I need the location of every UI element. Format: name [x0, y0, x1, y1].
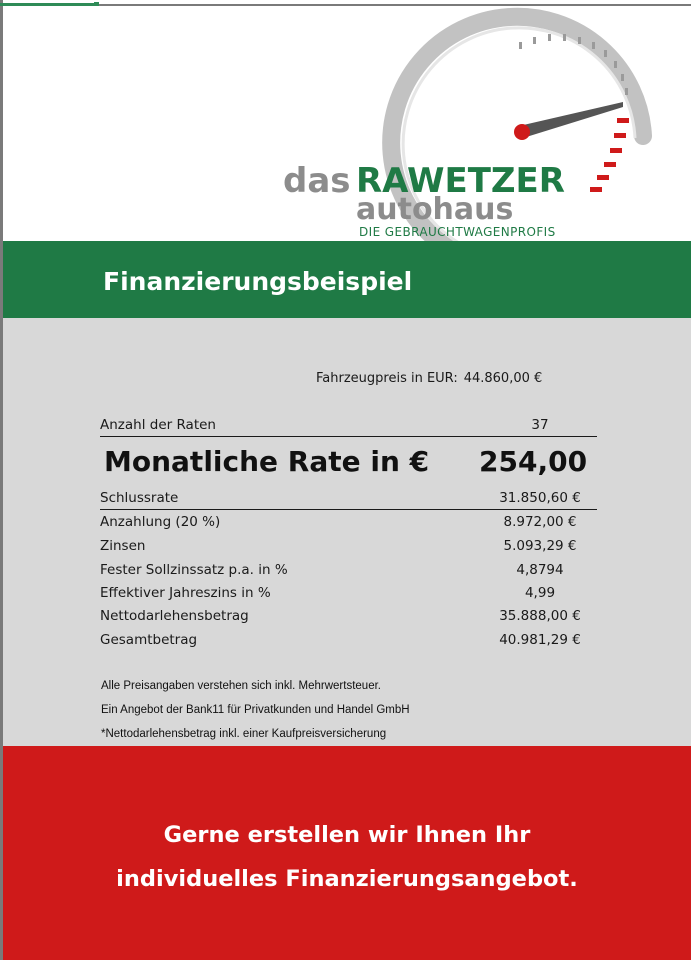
table-row: [100, 511, 597, 533]
row-label: Anzahlung (20 %): [100, 514, 221, 530]
logo-das: das: [283, 161, 351, 201]
page-title: Finanzierungsbeispiel: [103, 267, 413, 296]
title-banner: [3, 241, 691, 318]
table-row: [100, 487, 597, 509]
row-value: 35.888,00 €: [499, 608, 581, 624]
row-label: Gesamtbetrag: [100, 632, 198, 648]
row-label: Schlussrate: [100, 490, 179, 506]
cta-line-1: Gerne erstellen wir Ihnen Ihr: [163, 822, 531, 848]
logo: [3, 6, 691, 281]
installments-value: 37: [531, 417, 549, 433]
divider: [100, 509, 597, 510]
header: [3, 6, 691, 241]
vehicle-price: [316, 371, 542, 386]
row-value: 31.850,60 €: [499, 490, 581, 506]
vehicle-price-value: 44.860,00 €: [463, 371, 543, 386]
logo-autohaus: autohaus: [356, 192, 514, 227]
row-value: 4,99: [524, 585, 556, 601]
note-vat: Alle Preisangaben verstehen sich inkl. Mehrwertsteuer.: [101, 680, 381, 692]
row-label: Nettodarlehensbetrag: [100, 608, 249, 624]
monthly-rate-value: 254,00: [479, 445, 588, 478]
cta-line-2: individuelles Finanzierungsangebot.: [116, 866, 578, 892]
table-row: [100, 605, 597, 627]
row-label: Zinsen: [100, 538, 146, 554]
logo-tagline: DIE GEBRAUCHTWAGENPROFIS: [359, 225, 556, 239]
installments-label: Anzahl der Raten: [100, 417, 216, 433]
row-value: 5.093,29 €: [503, 538, 577, 554]
row-label: Effektiver Jahreszins in %: [100, 585, 271, 601]
table-row: [100, 582, 597, 604]
installments-row: [100, 414, 597, 436]
row-value: 40.981,29 €: [499, 632, 581, 648]
logo-brand: RAWETZER: [356, 161, 565, 201]
row-label: Fester Sollzinssatz p.a. in %: [100, 562, 288, 578]
row-value: 4,8794: [516, 562, 564, 578]
table-row: [100, 629, 597, 651]
cta-banner: [3, 746, 691, 960]
divider: [100, 436, 597, 437]
financing-details: [3, 318, 691, 746]
row-value: 8.972,00 €: [503, 514, 577, 530]
note-bank: Ein Angebot der Bank11 für Privatkunden und Handel GmbH: [101, 704, 410, 716]
note-insurance: *Nettodarlehensbetrag inkl. einer Kaufpreisversicherung: [101, 728, 387, 740]
table-row: [100, 559, 597, 581]
vehicle-price-label: Fahrzeugpreis in EUR:: [316, 371, 458, 386]
monthly-rate-label: Monatliche Rate in €: [104, 445, 430, 478]
table-row: [100, 535, 597, 557]
